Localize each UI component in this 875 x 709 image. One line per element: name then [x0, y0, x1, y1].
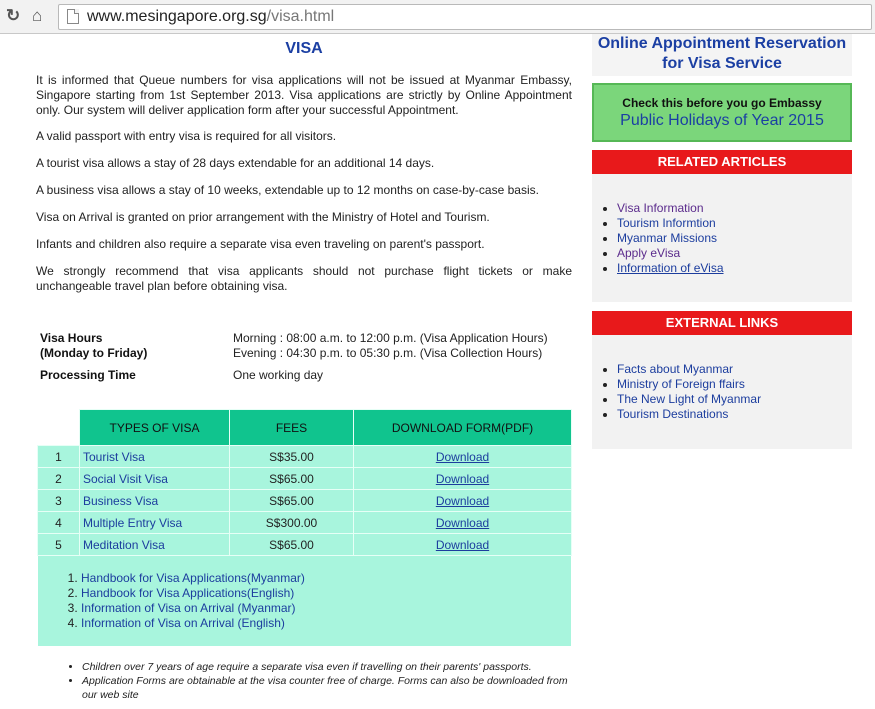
table-row — [38, 534, 572, 556]
table-row — [38, 446, 572, 468]
address-bar[interactable] — [58, 4, 872, 30]
download-link[interactable]: Download — [435, 471, 490, 486]
row-number: 4 — [38, 512, 80, 534]
handbook-link[interactable]: Handbook for Visa Applications(Myanmar) — [81, 571, 305, 585]
queue-notice: It is informed that Queue numbers for visa applications will not be issued at Myanmar Embassy, Singapore starting from 1st September 2013. Visa applications are strictly by Online Appointment only. Our system will deliver application form after your successful Appointment. — [36, 73, 572, 117]
visa-fee: S$65.00 — [230, 490, 354, 512]
header-blank — [38, 410, 80, 446]
external-link[interactable]: Facts about Myanmar — [617, 362, 734, 376]
visa-type: Meditation Visa — [80, 534, 230, 556]
row-number: 2 — [38, 468, 80, 490]
handbook-list — [38, 556, 571, 646]
infant-visa-note: Infants and children also require a separate visa even traveling on parent's passport. — [36, 237, 485, 251]
handbook-link[interactable]: Information of Visa on Arrival (Myanmar) — [81, 601, 296, 615]
external-links-header: EXTERNAL LINKS — [592, 311, 852, 335]
holiday-title: Public Holidays of Year 2015 — [620, 112, 824, 129]
passport-note: A valid passport with entry visa is required for all visitors. — [36, 129, 337, 143]
table-row — [38, 468, 572, 490]
table-header — [38, 410, 572, 446]
note-item: • Application Forms are obtainable at the visa counter free of charge. Forms can also be downloaded from our web site — [82, 674, 582, 702]
visa-fee: S$65.00 — [230, 468, 354, 490]
visa-type: Business Visa — [80, 490, 230, 512]
related-articles-list — [592, 174, 852, 302]
url-domain: www.mesingapore.org.sg — [87, 8, 267, 25]
recommendation-note: We strongly recommend that visa applicants should not purchase flight tickets or make unchangeable travel plan before obtaining visa. — [36, 264, 572, 293]
appointment-line1: Online Appointment Reservation — [597, 35, 847, 52]
url-path: /visa.html — [266, 8, 335, 25]
home-icon[interactable]: ⌂ — [32, 6, 43, 25]
row-number: 5 — [38, 534, 80, 556]
visa-fee: S$300.00 — [230, 512, 354, 534]
related-link[interactable]: Apply eVisa — [617, 246, 681, 260]
visa-type: Tourist Visa — [80, 446, 230, 468]
note-item: • Children over 7 years of age require a separate visa even if travelling on their parents' passports. — [82, 660, 582, 674]
external-link[interactable]: Tourism Destinations — [617, 407, 729, 421]
header-download: DOWNLOAD FORM(PDF) — [354, 410, 572, 446]
appointment-link[interactable] — [592, 34, 852, 76]
related-link[interactable]: Myanmar Missions — [617, 231, 718, 245]
handbook-link[interactable]: Information of Visa on Arrival (English) — [81, 616, 285, 630]
row-number: 3 — [38, 490, 80, 512]
table-row — [38, 490, 572, 512]
visa-type: Multiple Entry Visa — [80, 512, 230, 534]
download-link[interactable]: Download — [435, 493, 490, 508]
row-number: 1 — [38, 446, 80, 468]
visa-on-arrival-note: Visa on Arrival is granted on prior arrangement with the Ministry of Hotel and Tourism. — [36, 210, 490, 224]
visa-fee: S$35.00 — [230, 446, 354, 468]
browser-toolbar — [0, 0, 875, 34]
holiday-subtitle: Check this before you go Embassy — [622, 96, 822, 110]
external-links-list — [592, 335, 852, 449]
evening-hours: Evening : 04:30 p.m. to 05:30 p.m. (Visa Collection Hours) — [233, 346, 543, 360]
appointment-line2: for Visa Service — [662, 55, 782, 72]
business-visa-note: A business visa allows a stay of 10 weeks, extendable up to 12 months on case-by-case basis. — [36, 183, 539, 197]
morning-hours: Morning : 08:00 a.m. to 12:00 p.m. (Visa Application Hours) — [233, 331, 548, 345]
related-link[interactable]: Information of eVisa — [617, 261, 724, 275]
external-link[interactable]: Ministry of Foreign ffairs — [617, 377, 745, 391]
page-title: VISA — [285, 40, 323, 57]
download-link[interactable]: Download — [435, 449, 490, 464]
tourist-visa-note: A tourist visa allows a stay of 28 days extendable for an additional 14 days. — [36, 156, 435, 170]
handbook-link[interactable]: Handbook for Visa Applications(English) — [81, 586, 295, 600]
table-row — [38, 512, 572, 534]
processing-value: One working day — [233, 368, 324, 382]
notes-list — [62, 660, 582, 702]
header-type: TYPES OF VISA — [80, 410, 230, 446]
reload-icon[interactable]: ↻ — [6, 6, 21, 25]
download-link[interactable]: Download — [435, 537, 490, 552]
related-articles-header: RELATED ARTICLES — [592, 150, 852, 174]
header-fees: FEES — [230, 410, 354, 446]
download-link[interactable]: Download — [435, 515, 490, 530]
public-holidays-box[interactable] — [592, 83, 852, 142]
visa-fee: S$65.00 — [230, 534, 354, 556]
related-link[interactable]: Visa Information — [617, 201, 704, 215]
page-icon — [67, 9, 79, 24]
visa-type: Social Visit Visa — [80, 468, 230, 490]
visa-hours-label: Visa Hours — [40, 331, 103, 345]
visa-fees-table — [37, 409, 572, 556]
processing-label: Processing Time — [40, 368, 136, 382]
visa-hours-days: (Monday to Friday) — [40, 346, 148, 360]
related-link[interactable]: Tourism Informtion — [617, 216, 716, 230]
external-link[interactable]: The New Light of Myanmar — [617, 392, 762, 406]
